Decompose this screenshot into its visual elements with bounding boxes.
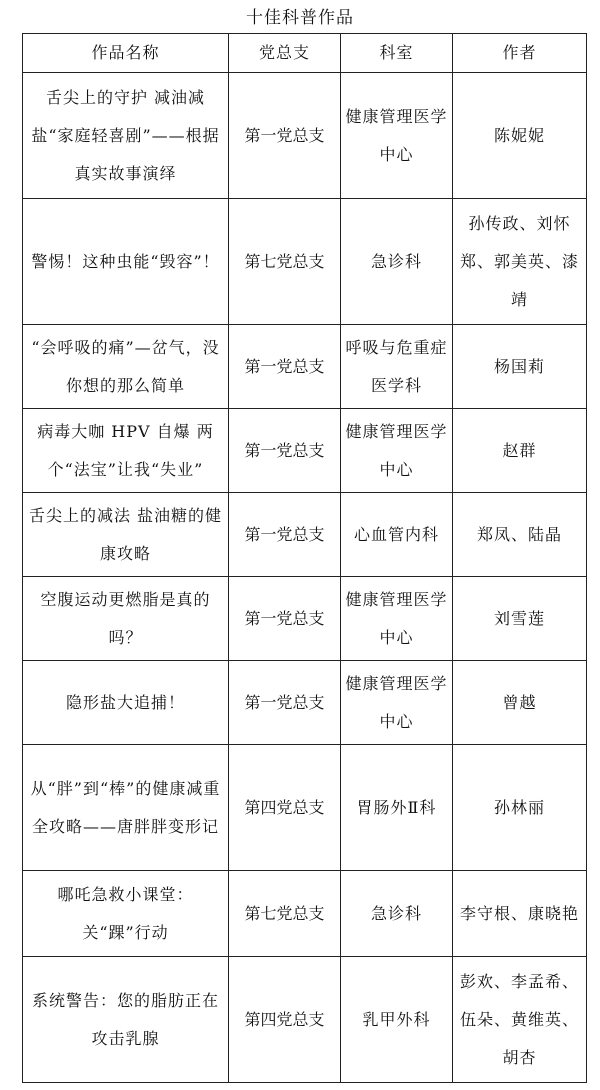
cell-title: 警惕！这种虫能“毁容”！ <box>23 199 229 325</box>
cell-branch: 第一党总支 <box>229 661 341 745</box>
cell-title: 系统警告：您的脂肪正在攻击乳腺 <box>23 957 229 1083</box>
cell-title: 从“胖”到“棒”的健康减重全攻略——唐胖胖变形记 <box>23 745 229 871</box>
cell-title: 隐形盐大追捕！ <box>23 661 229 745</box>
table-row <box>23 73 587 199</box>
table-row <box>23 745 587 871</box>
cell-author: 杨国莉 <box>453 325 587 409</box>
works-table <box>22 33 587 1083</box>
cell-dept: 健康管理医学中心 <box>341 661 453 745</box>
cell-dept: 急诊科 <box>341 871 453 957</box>
cell-author: 彭欢、李孟希、伍朵、黄维英、胡杏 <box>453 957 587 1083</box>
table-row <box>23 325 587 409</box>
cell-author: 李守根、康晓艳 <box>453 871 587 957</box>
cell-title: “会呼吸的痛”—岔气，没你想的那么简单 <box>23 325 229 409</box>
header-dept: 科室 <box>341 34 453 73</box>
cell-dept: 胃肠外Ⅱ科 <box>341 745 453 871</box>
header-branch: 党总支 <box>229 34 341 73</box>
cell-title: 病毒大咖 HPV 自爆 两个“法宝”让我“失业” <box>23 409 229 493</box>
cell-dept: 健康管理医学中心 <box>341 577 453 661</box>
cell-branch: 第四党总支 <box>229 745 341 871</box>
header-title: 作品名称 <box>23 34 229 73</box>
table-row <box>23 577 587 661</box>
cell-dept: 乳甲外科 <box>341 957 453 1083</box>
cell-dept: 心血管内科 <box>341 493 453 577</box>
cell-title: 舌尖上的减法 盐油糖的健康攻略 <box>23 493 229 577</box>
cell-author: 陈妮妮 <box>453 73 587 199</box>
cell-author: 赵群 <box>453 409 587 493</box>
table-row <box>23 199 587 325</box>
cell-author: 孙林丽 <box>453 745 587 871</box>
cell-author: 孙传政、刘怀郑、郭美英、漆靖 <box>453 199 587 325</box>
cell-dept: 健康管理医学中心 <box>341 73 453 199</box>
cell-author: 郑凤、陆晶 <box>453 493 587 577</box>
cell-branch: 第一党总支 <box>229 493 341 577</box>
cell-author: 曾越 <box>453 661 587 745</box>
cell-title: 空腹运动更燃脂是真的吗？ <box>23 577 229 661</box>
table-header-row <box>23 34 587 73</box>
cell-branch: 第一党总支 <box>229 325 341 409</box>
cell-dept: 健康管理医学中心 <box>341 409 453 493</box>
document-title: 十佳科普作品 <box>246 8 354 28</box>
cell-branch: 第七党总支 <box>229 199 341 325</box>
table-row <box>23 661 587 745</box>
cell-branch: 第七党总支 <box>229 871 341 957</box>
header-author: 作者 <box>453 34 587 73</box>
cell-dept: 急诊科 <box>341 199 453 325</box>
cell-branch: 第一党总支 <box>229 577 341 661</box>
table-row <box>23 957 587 1083</box>
table-row <box>23 871 587 957</box>
cell-author: 刘雪莲 <box>453 577 587 661</box>
table-row <box>23 493 587 577</box>
cell-dept: 呼吸与危重症医学科 <box>341 325 453 409</box>
table-row <box>23 409 587 493</box>
cell-branch: 第一党总支 <box>229 409 341 493</box>
cell-title: 舌尖上的守护 减油减盐“家庭轻喜剧”——根据真实故事演绎 <box>23 73 229 199</box>
cell-branch: 第四党总支 <box>229 957 341 1083</box>
cell-branch: 第一党总支 <box>229 73 341 199</box>
cell-title: 哪吒急救小课堂：关“踝”行动 <box>23 871 229 957</box>
